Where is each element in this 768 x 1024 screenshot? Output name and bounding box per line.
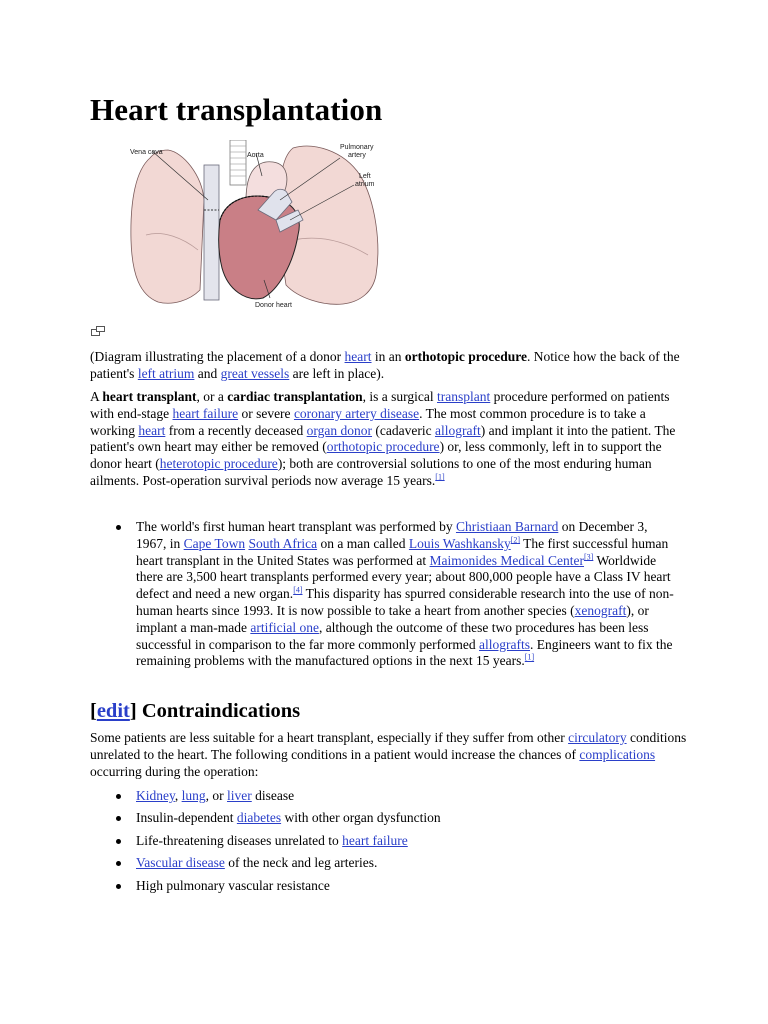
ref-2[interactable]: [2] (510, 535, 521, 545)
link-heart[interactable]: heart (344, 349, 372, 364)
bullet-icon (116, 525, 121, 530)
link-left-atrium[interactable]: left atrium (137, 365, 195, 381)
vena-cava-shape (204, 165, 219, 300)
link-allograft[interactable]: allograft (434, 422, 481, 438)
ref-3[interactable]: [3] (584, 552, 594, 562)
contraindications-list (136, 788, 681, 900)
ref-4[interactable]: [4] (293, 585, 303, 595)
link-complications[interactable]: complications (579, 746, 656, 762)
magnify-icon[interactable] (91, 326, 106, 336)
link-kidney[interactable]: Kidney (136, 788, 175, 803)
link-xenograft[interactable]: xenograft (574, 602, 627, 618)
vena-cava-label: Vena cava (130, 149, 163, 156)
bullet-icon (116, 884, 121, 889)
bullet-icon (116, 816, 121, 821)
link-maimonides-medical-center[interactable]: Maimonides Medical Center (429, 552, 585, 568)
list-item: Kidney, lung, or liver disease (136, 788, 681, 805)
heart-transplant-diagram[interactable] (128, 140, 383, 312)
link-liver[interactable]: liver (227, 788, 252, 803)
link-allografts[interactable]: allografts (479, 636, 531, 652)
link-transplant[interactable]: transplant (437, 389, 491, 404)
left-atrium-label-2: atrium (355, 181, 375, 188)
link-heterotopic-procedure[interactable]: heterotopic procedure (159, 456, 278, 472)
list-item: Vascular disease of the neck and leg arteries. (136, 855, 681, 872)
right-lung-shape (131, 150, 204, 303)
link-christiaan-barnard[interactable]: Christiaan Barnard (455, 519, 559, 534)
link-diabetes[interactable]: diabetes (236, 810, 282, 826)
ref-1[interactable]: [1] (524, 652, 535, 662)
link-louis-washkansky[interactable]: Louis Washkansky (408, 535, 511, 551)
link-heart[interactable]: heart (138, 422, 166, 438)
bullet-icon (116, 861, 121, 866)
trachea-shape (230, 140, 246, 185)
link-heart-failure[interactable]: heart failure (342, 832, 408, 848)
edit-link[interactable]: edit (96, 700, 130, 722)
bullet-icon (116, 839, 121, 844)
history-list (136, 519, 681, 670)
section-heading-contraindications: [edit] Contraindications (90, 700, 301, 722)
link-organ-donor[interactable]: organ donor (306, 422, 373, 438)
donor-heart-label: Donor heart (255, 302, 292, 309)
aorta-label: Aorta (247, 152, 264, 159)
link-lung[interactable]: lung (181, 788, 206, 803)
contraindications-paragraph: Some patients are less suitable for a heart transplant, especially if they suffer from other circulatory conditions unrelated to the heart. The following conditions in a patient would increase the chances of complications occurring during the operation: (90, 730, 687, 779)
link-circulatory[interactable]: circulatory (568, 730, 627, 745)
link-orthotopic-procedure[interactable]: orthotopic procedure (326, 439, 440, 455)
pulmonary-label-1: Pulmonary (340, 144, 374, 151)
list-item: High pulmonary vascular resistance (136, 878, 681, 895)
link-heart-failure[interactable]: heart failure (172, 405, 239, 421)
link-coronary-artery-disease[interactable]: coronary artery disease (293, 405, 420, 421)
ref-1[interactable]: [1] (435, 472, 445, 482)
link-south-africa[interactable]: South Africa (248, 535, 318, 551)
figure-caption: (Diagram illustrating the placement of a donor heart in an orthotopic procedure. Notice how the back of the patient's left atrium and great vessels are left in place). (90, 349, 680, 381)
page-title: Heart transplantation (90, 92, 383, 127)
list-item: Insulin-dependent diabetes with other organ dysfunction (136, 810, 681, 827)
bullet-icon (116, 794, 121, 799)
link-cape-town[interactable]: Cape Town (183, 535, 246, 551)
list-item: Life-threatening diseases unrelated to heart failure (136, 833, 681, 850)
link-great-vessels[interactable]: great vessels (220, 365, 290, 381)
intro-paragraph: A heart transplant, or a cardiac transplantation, is a surgical transplant procedure performed on patients with end-stage heart failure or severe coronary artery disease. The most common procedure is to take a working heart from a recently deceased organ donor (cadaveric allograft) and implant it into the patient. The patient's own heart may either be removed (orthotopic procedure) or, less commonly, left in to support the donor heart (heterotopic procedure); both are controversial solutions to one of the most enduring human ailments. Post-operation survival periods now average 15 years.[1] (90, 389, 676, 488)
left-atrium-label-1: Left (359, 173, 371, 180)
link-artificial-one[interactable]: artificial one (250, 619, 319, 635)
link-vascular-disease[interactable]: Vascular disease (136, 855, 225, 871)
pulmonary-label-2: artery (348, 152, 366, 159)
list-item: The world's first human heart transplant was performed by Christiaan Barnard on December 3, 1967, in Cape Town South Africa on a man called Louis Washkansky[2] The first successful human heart transplant in the United States was performed at Maimonides Medical Center[3] Worldwide there are 3,500 heart transplants performed every year; about 800,000 people have a Class IV heart defect and need a new organ.[4] This disparity has spurred considerable research into the use of non-human hearts since 1993. It is now possible to take a heart from another species (xenograft), or implant a man-made artificial one, although the outcome of these two procedures has been less successful in comparison to the far more commonly performed allografts. Engineers want to fix the remaining problems with the manufactured options in the next 15 years.[1] (136, 519, 681, 670)
